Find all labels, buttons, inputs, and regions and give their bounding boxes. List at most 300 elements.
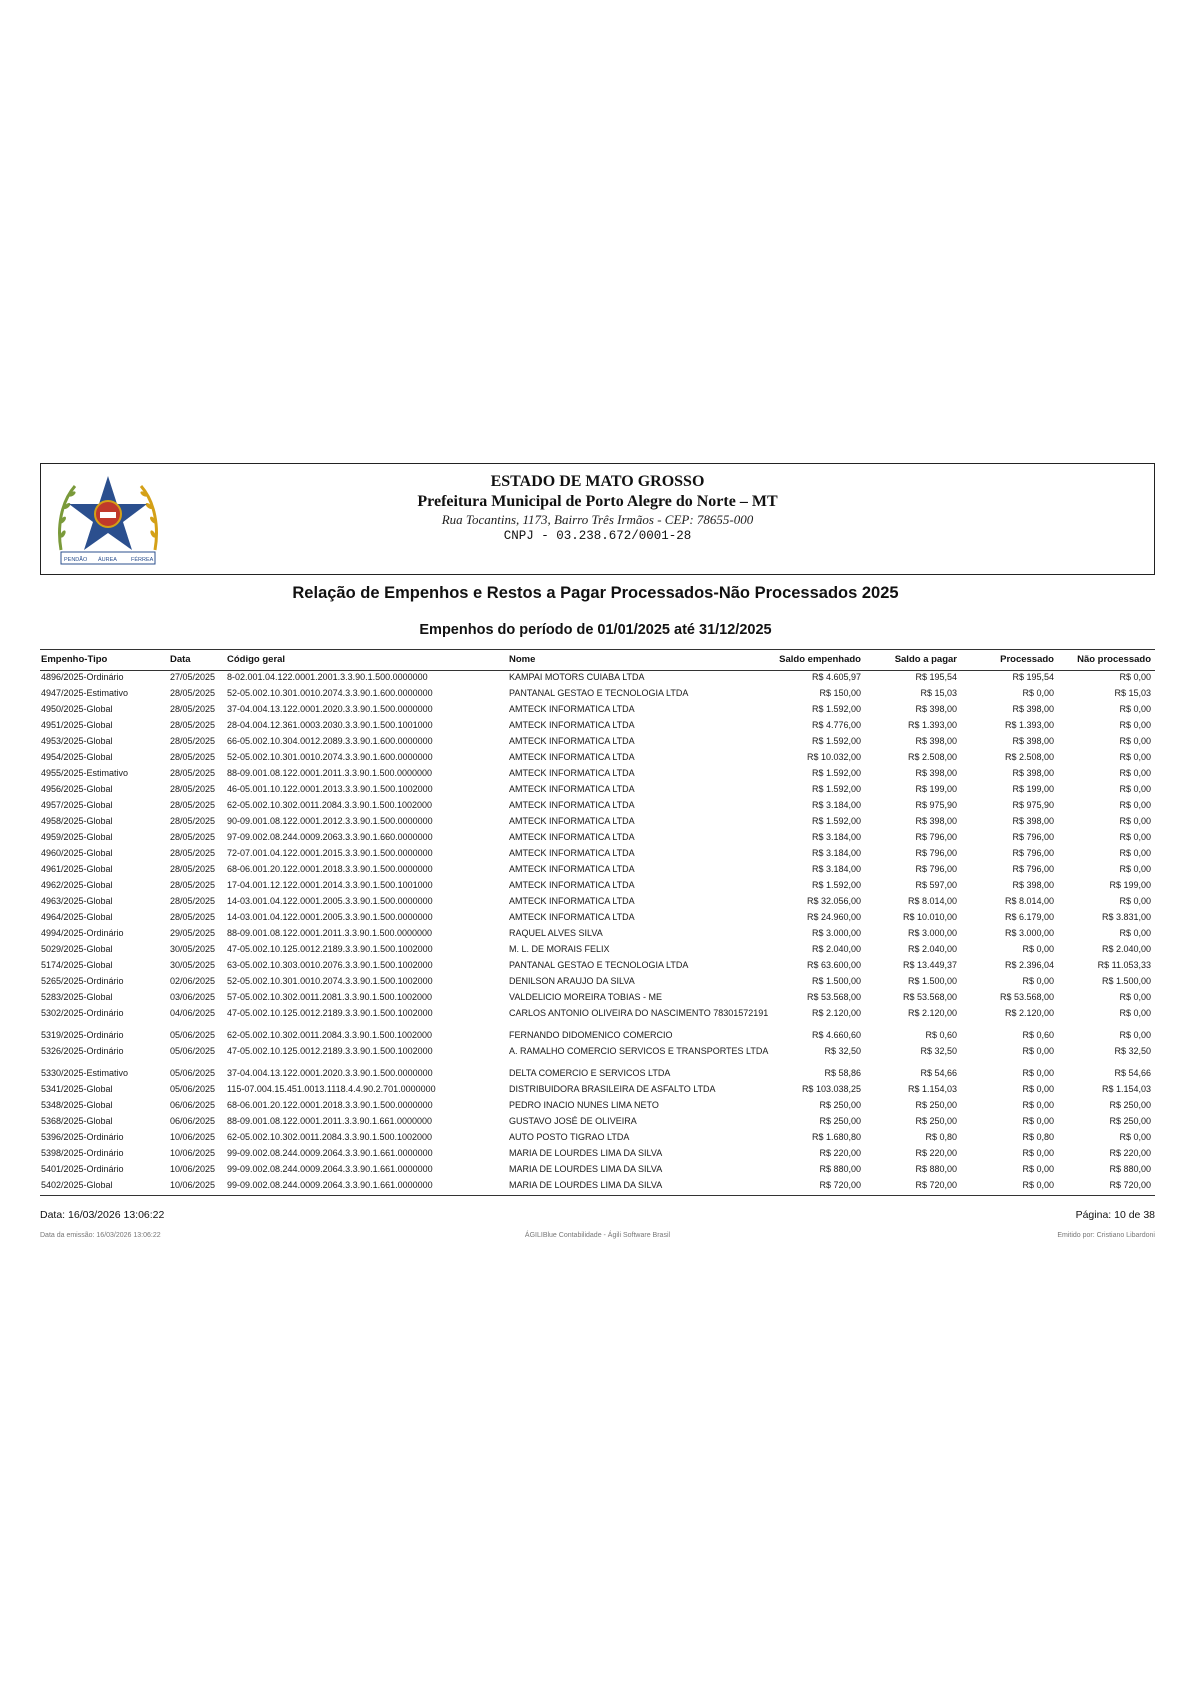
cell-data: 28/05/2025 bbox=[170, 880, 216, 890]
cell-data: 05/06/2025 bbox=[170, 1030, 216, 1040]
cell-saldo-empenhado: R$ 32,50 bbox=[824, 1046, 861, 1056]
cell-processado: R$ 8.014,00 bbox=[1004, 896, 1054, 906]
cell-processado: R$ 0,00 bbox=[1022, 1148, 1054, 1158]
table-row bbox=[40, 1163, 1155, 1179]
cell-nome: KAMPAI MOTORS CUIABA LTDA bbox=[509, 672, 645, 682]
cell-processado: R$ 0,00 bbox=[1022, 1068, 1054, 1078]
cell-saldo-empenhado: R$ 880,00 bbox=[819, 1164, 861, 1174]
cell-nome: AMTECK INFORMATICA LTDA bbox=[509, 800, 635, 810]
cell-codigo-geral: 52-05.002.10.301.0010.2074.3.3.90.1.600.0000000 bbox=[227, 688, 433, 698]
cell-empenho-tipo: 4957/2025-Global bbox=[41, 800, 113, 810]
cell-data: 28/05/2025 bbox=[170, 800, 216, 810]
cell-data: 05/06/2025 bbox=[170, 1084, 216, 1094]
cell-empenho-tipo: 5368/2025-Global bbox=[41, 1116, 113, 1126]
cell-nao-processado: R$ 0,00 bbox=[1119, 672, 1151, 682]
cell-empenho-tipo: 5326/2025-Ordinário bbox=[41, 1046, 124, 1056]
cell-empenho-tipo: 5319/2025-Ordinário bbox=[41, 1030, 124, 1040]
cell-empenho-tipo: 4961/2025-Global bbox=[41, 864, 113, 874]
table-row bbox=[40, 991, 1155, 1007]
cell-saldo-a-pagar: R$ 0,80 bbox=[925, 1132, 957, 1142]
table-body bbox=[40, 671, 1155, 1196]
cell-empenho-tipo: 4956/2025-Global bbox=[41, 784, 113, 794]
table-row bbox=[40, 1099, 1155, 1115]
cell-saldo-empenhado: R$ 103.038,25 bbox=[801, 1084, 861, 1094]
cell-empenho-tipo: 4947/2025-Estimativo bbox=[41, 688, 129, 698]
cell-nao-processado: R$ 3.831,00 bbox=[1101, 912, 1151, 922]
cell-codigo-geral: 52-05.002.10.301.0010.2074.3.3.90.1.600.0000000 bbox=[227, 752, 433, 762]
cell-nao-processado: R$ 0,00 bbox=[1119, 896, 1151, 906]
cell-saldo-a-pagar: R$ 398,00 bbox=[915, 816, 957, 826]
cell-saldo-empenhado: R$ 53.568,00 bbox=[806, 992, 861, 1002]
cell-empenho-tipo: 4963/2025-Global bbox=[41, 896, 113, 906]
cell-processado: R$ 398,00 bbox=[1012, 880, 1054, 890]
cell-processado: R$ 2.120,00 bbox=[1004, 1008, 1054, 1018]
table-row bbox=[40, 1007, 1155, 1029]
emblem-word-3: FÉRREA bbox=[131, 557, 154, 563]
cell-nao-processado: R$ 0,00 bbox=[1119, 736, 1151, 746]
cell-empenho-tipo: 4962/2025-Global bbox=[41, 880, 113, 890]
cell-processado: R$ 398,00 bbox=[1012, 704, 1054, 714]
cell-codigo-geral: 52-05.002.10.301.0010.2074.3.3.90.1.500.1002000 bbox=[227, 976, 433, 986]
cell-nao-processado: R$ 2.040,00 bbox=[1101, 944, 1151, 954]
cell-processado: R$ 0,00 bbox=[1022, 1116, 1054, 1126]
cell-saldo-a-pagar: R$ 796,00 bbox=[915, 832, 957, 842]
cell-saldo-empenhado: R$ 3.000,00 bbox=[811, 928, 861, 938]
cell-saldo-a-pagar: R$ 10.010,00 bbox=[902, 912, 957, 922]
cell-saldo-a-pagar: R$ 220,00 bbox=[915, 1148, 957, 1158]
cell-saldo-a-pagar: R$ 597,00 bbox=[915, 880, 957, 890]
cell-codigo-geral: 99-09.002.08.244.0009.2064.3.3.90.1.661.0000000 bbox=[227, 1180, 433, 1190]
cell-codigo-geral: 72-07.001.04.122.0001.2015.3.3.90.1.500.0000000 bbox=[227, 848, 433, 858]
cell-saldo-a-pagar: R$ 2.120,00 bbox=[907, 1008, 957, 1018]
cell-processado: R$ 0,60 bbox=[1022, 1030, 1054, 1040]
cell-codigo-geral: 88-09.001.08.122.0001.2011.3.3.90.1.661.0000000 bbox=[227, 1116, 433, 1126]
cell-saldo-empenhado: R$ 250,00 bbox=[819, 1116, 861, 1126]
cell-codigo-geral: 37-04.004.13.122.0001.2020.3.3.90.1.500.0000000 bbox=[227, 704, 433, 714]
cell-data: 28/05/2025 bbox=[170, 704, 216, 714]
table-row bbox=[40, 703, 1155, 719]
cell-codigo-geral: 47-05.002.10.125.0012.2189.3.3.90.1.500.1002000 bbox=[227, 1046, 433, 1056]
cell-nome: AMTECK INFORMATICA LTDA bbox=[509, 848, 635, 858]
col-saldo-empenhado: Saldo empenhado bbox=[779, 654, 861, 665]
cell-nao-processado: R$ 250,00 bbox=[1109, 1100, 1151, 1110]
emission-date: Data da emissão: 16/03/2026 13:06:22 bbox=[40, 1232, 161, 1239]
cell-saldo-empenhado: R$ 3.184,00 bbox=[811, 832, 861, 842]
cell-saldo-a-pagar: R$ 3.000,00 bbox=[907, 928, 957, 938]
cell-saldo-empenhado: R$ 1.500,00 bbox=[811, 976, 861, 986]
cell-empenho-tipo: 5402/2025-Global bbox=[41, 1180, 113, 1190]
cell-nao-processado: R$ 0,00 bbox=[1119, 1132, 1151, 1142]
table-row bbox=[40, 799, 1155, 815]
prefecture-cnpj: CNPJ - 03.238.672/0001-28 bbox=[503, 529, 692, 543]
cell-nao-processado: R$ 0,00 bbox=[1119, 800, 1151, 810]
cell-saldo-empenhado: R$ 720,00 bbox=[819, 1180, 861, 1190]
cell-empenho-tipo: 4964/2025-Global bbox=[41, 912, 113, 922]
cell-processado: R$ 0,00 bbox=[1022, 688, 1054, 698]
software-credit: ÁGILIBlue Contabilidade - Ágili Software Brasil bbox=[524, 1232, 671, 1239]
table-row bbox=[40, 1179, 1155, 1195]
cell-codigo-geral: 37-04.004.13.122.0001.2020.3.3.90.1.500.0000000 bbox=[227, 1068, 433, 1078]
cell-saldo-empenhado: R$ 4.776,00 bbox=[811, 720, 861, 730]
cell-nao-processado: R$ 720,00 bbox=[1109, 1180, 1151, 1190]
cell-data: 05/06/2025 bbox=[170, 1068, 216, 1078]
cell-processado: R$ 0,00 bbox=[1022, 1180, 1054, 1190]
cell-empenho-tipo: 5174/2025-Global bbox=[41, 960, 113, 970]
cell-nome: A. RAMALHO COMERCIO SERVICOS E TRANSPORTES LTDA bbox=[509, 1046, 769, 1056]
cell-data: 28/05/2025 bbox=[170, 768, 216, 778]
cell-codigo-geral: 88-09.001.08.122.0001.2011.3.3.90.1.500.0000000 bbox=[227, 768, 433, 778]
cell-saldo-a-pagar: R$ 8.014,00 bbox=[907, 896, 957, 906]
cell-nome: CARLOS ANTONIO OLIVEIRA DO NASCIMENTO 78301572191 bbox=[509, 1008, 769, 1018]
cell-data: 28/05/2025 bbox=[170, 784, 216, 794]
cell-saldo-empenhado: R$ 1.592,00 bbox=[811, 880, 861, 890]
cell-codigo-geral: 115-07.004.15.451.0013.1118.4.4.90.2.701.0000000 bbox=[227, 1084, 436, 1094]
cell-processado: R$ 6.179,00 bbox=[1004, 912, 1054, 922]
cell-nome: DELTA COMERCIO E SERVICOS LTDA bbox=[509, 1068, 671, 1078]
cell-saldo-empenhado: R$ 1.680,80 bbox=[811, 1132, 861, 1142]
cell-saldo-a-pagar: R$ 398,00 bbox=[915, 768, 957, 778]
cell-nome: AMTECK INFORMATICA LTDA bbox=[509, 720, 635, 730]
table-row bbox=[40, 959, 1155, 975]
cell-empenho-tipo: 5348/2025-Global bbox=[41, 1100, 113, 1110]
cell-saldo-empenhado: R$ 24.960,00 bbox=[806, 912, 861, 922]
cell-nome: PANTANAL GESTAO E TECNOLOGIA LTDA bbox=[509, 960, 689, 970]
cell-processado: R$ 0,00 bbox=[1022, 1164, 1054, 1174]
letterhead-text bbox=[41, 472, 1154, 544]
cell-processado: R$ 53.568,00 bbox=[999, 992, 1054, 1002]
cell-data: 28/05/2025 bbox=[170, 896, 216, 906]
cell-data: 28/05/2025 bbox=[170, 864, 216, 874]
cell-processado: R$ 0,80 bbox=[1022, 1132, 1054, 1142]
cell-saldo-empenhado: R$ 1.592,00 bbox=[811, 784, 861, 794]
cell-nome: MARIA DE LOURDES LIMA DA SILVA bbox=[509, 1180, 663, 1190]
cell-data: 28/05/2025 bbox=[170, 848, 216, 858]
cell-saldo-a-pagar: R$ 1.393,00 bbox=[907, 720, 957, 730]
cell-saldo-empenhado: R$ 3.184,00 bbox=[811, 800, 861, 810]
cell-empenho-tipo: 5396/2025-Ordinário bbox=[41, 1132, 124, 1142]
cell-nao-processado: R$ 0,00 bbox=[1119, 704, 1151, 714]
cell-codigo-geral: 97-09.002.08.244.0009.2063.3.3.90.1.660.0000000 bbox=[227, 832, 433, 842]
cell-saldo-empenhado: R$ 220,00 bbox=[819, 1148, 861, 1158]
cell-processado: R$ 0,00 bbox=[1022, 1046, 1054, 1056]
cell-nao-processado: R$ 32,50 bbox=[1114, 1046, 1151, 1056]
cell-saldo-a-pagar: R$ 2.508,00 bbox=[907, 752, 957, 762]
cell-codigo-geral: 63-05.002.10.303.0010.2076.3.3.90.1.500.1002000 bbox=[227, 960, 433, 970]
cell-codigo-geral: 99-09.002.08.244.0009.2064.3.3.90.1.661.0000000 bbox=[227, 1148, 433, 1158]
cell-data: 03/06/2025 bbox=[170, 992, 216, 1002]
emblem-word-2: ÁUREA bbox=[98, 557, 117, 563]
cell-processado: R$ 1.393,00 bbox=[1004, 720, 1054, 730]
cell-codigo-geral: 88-09.001.08.122.0001.2011.3.3.90.1.500.0000000 bbox=[227, 928, 433, 938]
cell-data: 02/06/2025 bbox=[170, 976, 216, 986]
col-processado: Processado bbox=[1000, 654, 1054, 665]
table-row bbox=[40, 671, 1155, 687]
table-row bbox=[40, 783, 1155, 799]
cell-nao-processado: R$ 1.500,00 bbox=[1101, 976, 1151, 986]
cell-nome: PEDRO INACIO NUNES LIMA NETO bbox=[509, 1100, 659, 1110]
cell-data: 10/06/2025 bbox=[170, 1164, 216, 1174]
cell-nome: GUSTAVO JOSÉ DE OLIVEIRA bbox=[509, 1116, 637, 1126]
cell-saldo-a-pagar: R$ 796,00 bbox=[915, 864, 957, 874]
cell-empenho-tipo: 4950/2025-Global bbox=[41, 704, 113, 714]
cell-empenho-tipo: 5302/2025-Ordinário bbox=[41, 1008, 124, 1018]
cell-empenho-tipo: 5398/2025-Ordinário bbox=[41, 1148, 124, 1158]
cell-processado: R$ 0,00 bbox=[1022, 1084, 1054, 1094]
cell-saldo-a-pagar: R$ 720,00 bbox=[915, 1180, 957, 1190]
cell-processado: R$ 796,00 bbox=[1012, 832, 1054, 842]
cell-codigo-geral: 90-09.001.08.122.0001.2012.3.3.90.1.500.0000000 bbox=[227, 816, 433, 826]
cell-nao-processado: R$ 0,00 bbox=[1119, 992, 1151, 1002]
cell-processado: R$ 398,00 bbox=[1012, 768, 1054, 778]
cell-nome: AMTECK INFORMATICA LTDA bbox=[509, 752, 635, 762]
cell-empenho-tipo: 4954/2025-Global bbox=[41, 752, 113, 762]
cell-saldo-empenhado: R$ 4.605,97 bbox=[811, 672, 861, 682]
cell-empenho-tipo: 5330/2025-Estimativo bbox=[41, 1068, 129, 1078]
cell-saldo-empenhado: R$ 63.600,00 bbox=[806, 960, 861, 970]
cell-nome: AMTECK INFORMATICA LTDA bbox=[509, 816, 635, 826]
empenhos-table bbox=[40, 649, 1155, 1196]
cell-nome: AUTO POSTO TIGRAO LTDA bbox=[509, 1132, 630, 1142]
col-saldo-a-pagar: Saldo a pagar bbox=[894, 654, 957, 665]
cell-nao-processado: R$ 0,00 bbox=[1119, 752, 1151, 762]
cell-processado: R$ 796,00 bbox=[1012, 864, 1054, 874]
emblem-word-1: PENDÃO bbox=[64, 557, 88, 563]
cell-saldo-empenhado: R$ 1.592,00 bbox=[811, 816, 861, 826]
footer-page-number: Página: 10 de 38 bbox=[1075, 1209, 1155, 1221]
cell-nao-processado: R$ 1.154,03 bbox=[1101, 1084, 1151, 1094]
cell-saldo-empenhado: R$ 2.040,00 bbox=[811, 944, 861, 954]
cell-saldo-a-pagar: R$ 15,03 bbox=[920, 688, 957, 698]
cell-empenho-tipo: 4955/2025-Estimativo bbox=[41, 768, 129, 778]
cell-nome: FERNANDO DIDOMENICO COMERCIO bbox=[509, 1030, 673, 1040]
cell-nao-processado: R$ 0,00 bbox=[1119, 928, 1151, 938]
report-title: Relação de Empenhos e Restos a Pagar Processados-Não Processados 2025 bbox=[292, 584, 899, 602]
cell-empenho-tipo: 5283/2025-Global bbox=[41, 992, 113, 1002]
cell-saldo-empenhado: R$ 10.032,00 bbox=[806, 752, 861, 762]
table-row bbox=[40, 1115, 1155, 1131]
cell-saldo-a-pagar: R$ 54,66 bbox=[920, 1068, 957, 1078]
cell-codigo-geral: 8-02.001.04.122.0001.2001.3.3.90.1.500.0000000 bbox=[227, 672, 428, 682]
table-row bbox=[40, 847, 1155, 863]
cell-data: 28/05/2025 bbox=[170, 752, 216, 762]
cell-saldo-empenhado: R$ 150,00 bbox=[819, 688, 861, 698]
cell-data: 05/06/2025 bbox=[170, 1046, 216, 1056]
cell-nome: AMTECK INFORMATICA LTDA bbox=[509, 704, 635, 714]
table-row bbox=[40, 1083, 1155, 1099]
cell-codigo-geral: 14-03.001.04.122.0001.2005.3.3.90.1.500.0000000 bbox=[227, 896, 433, 906]
cell-nao-processado: R$ 0,00 bbox=[1119, 832, 1151, 842]
report-subtitle: Empenhos do período de 01/01/2025 até 31/12/2025 bbox=[419, 622, 772, 638]
cell-empenho-tipo: 4960/2025-Global bbox=[41, 848, 113, 858]
table-row bbox=[40, 815, 1155, 831]
cell-saldo-a-pagar: R$ 199,00 bbox=[915, 784, 957, 794]
cell-saldo-a-pagar: R$ 398,00 bbox=[915, 736, 957, 746]
cell-nao-processado: R$ 880,00 bbox=[1109, 1164, 1151, 1174]
cell-data: 30/05/2025 bbox=[170, 944, 216, 954]
col-nao-processado: Não processado bbox=[1077, 654, 1151, 665]
cell-nome: VALDELICIO MOREIRA TOBIAS - ME bbox=[509, 992, 663, 1002]
cell-nome: DENILSON ARAUJO DA SILVA bbox=[509, 976, 635, 986]
state-name: ESTADO DE MATO GROSSO bbox=[490, 473, 705, 490]
cell-nao-processado: R$ 15,03 bbox=[1114, 688, 1151, 698]
cell-nome: PANTANAL GESTAO E TECNOLOGIA LTDA bbox=[509, 688, 689, 698]
table-row bbox=[40, 911, 1155, 927]
cell-data: 28/05/2025 bbox=[170, 832, 216, 842]
cell-saldo-a-pagar: R$ 250,00 bbox=[915, 1116, 957, 1126]
cell-saldo-empenhado: R$ 1.592,00 bbox=[811, 736, 861, 746]
cell-processado: R$ 0,00 bbox=[1022, 1100, 1054, 1110]
cell-empenho-tipo: 5401/2025-Ordinário bbox=[41, 1164, 124, 1174]
table-row bbox=[40, 863, 1155, 879]
cell-saldo-a-pagar: R$ 32,50 bbox=[920, 1046, 957, 1056]
cell-nao-processado: R$ 220,00 bbox=[1109, 1148, 1151, 1158]
cell-empenho-tipo: 5341/2025-Global bbox=[41, 1084, 113, 1094]
letterhead bbox=[40, 463, 1155, 575]
cell-nao-processado: R$ 0,00 bbox=[1119, 1008, 1151, 1018]
cell-data: 06/06/2025 bbox=[170, 1116, 216, 1126]
cell-codigo-geral: 57-05.002.10.302.0011.2081.3.3.90.1.500.1002000 bbox=[227, 992, 433, 1002]
cell-processado: R$ 398,00 bbox=[1012, 816, 1054, 826]
cell-codigo-geral: 47-05.002.10.125.0012.2189.3.3.90.1.500.1002000 bbox=[227, 1008, 433, 1018]
cell-data: 28/05/2025 bbox=[170, 912, 216, 922]
table-row bbox=[40, 975, 1155, 991]
cell-nome: AMTECK INFORMATICA LTDA bbox=[509, 864, 635, 874]
cell-processado: R$ 0,00 bbox=[1022, 944, 1054, 954]
cell-data: 28/05/2025 bbox=[170, 688, 216, 698]
cell-codigo-geral: 68-06.001.20.122.0001.2018.3.3.90.1.500.0000000 bbox=[227, 864, 433, 874]
cell-data: 28/05/2025 bbox=[170, 736, 216, 746]
table-row bbox=[40, 1147, 1155, 1163]
cell-saldo-a-pagar: R$ 0,60 bbox=[925, 1030, 957, 1040]
table-row bbox=[40, 831, 1155, 847]
cell-nao-processado: R$ 54,66 bbox=[1114, 1068, 1151, 1078]
table-row bbox=[40, 895, 1155, 911]
cell-nao-processado: R$ 0,00 bbox=[1119, 720, 1151, 730]
cell-codigo-geral: 68-06.001.20.122.0001.2018.3.3.90.1.500.0000000 bbox=[227, 1100, 433, 1110]
issued-by: Emitido por: Cristiano Libardoni bbox=[1057, 1232, 1155, 1239]
cell-codigo-geral: 17-04.001.12.122.0001.2014.3.3.90.1.500.1001000 bbox=[227, 880, 433, 890]
col-data: Data bbox=[170, 654, 191, 665]
table-row bbox=[40, 1029, 1155, 1045]
cell-nao-processado: R$ 0,00 bbox=[1119, 784, 1151, 794]
cell-saldo-empenhado: R$ 1.592,00 bbox=[811, 768, 861, 778]
cell-nao-processado: R$ 0,00 bbox=[1119, 816, 1151, 826]
table-row bbox=[40, 735, 1155, 751]
cell-nome: AMTECK INFORMATICA LTDA bbox=[509, 912, 635, 922]
cell-saldo-empenhado: R$ 250,00 bbox=[819, 1100, 861, 1110]
cell-nome: AMTECK INFORMATICA LTDA bbox=[509, 736, 635, 746]
cell-saldo-a-pagar: R$ 195,54 bbox=[915, 672, 957, 682]
cell-nao-processado: R$ 0,00 bbox=[1119, 848, 1151, 858]
cell-saldo-a-pagar: R$ 1.500,00 bbox=[907, 976, 957, 986]
cell-nao-processado: R$ 250,00 bbox=[1109, 1116, 1151, 1126]
cell-processado: R$ 195,54 bbox=[1012, 672, 1054, 682]
cell-saldo-empenhado: R$ 32.056,00 bbox=[806, 896, 861, 906]
cell-data: 29/05/2025 bbox=[170, 928, 216, 938]
table-row bbox=[40, 751, 1155, 767]
table-header bbox=[40, 649, 1155, 671]
cell-nome: AMTECK INFORMATICA LTDA bbox=[509, 832, 635, 842]
cell-nome: M. L. DE MORAIS FELIX bbox=[509, 944, 610, 954]
cell-saldo-a-pagar: R$ 250,00 bbox=[915, 1100, 957, 1110]
cell-empenho-tipo: 4951/2025-Global bbox=[41, 720, 113, 730]
cell-data: 10/06/2025 bbox=[170, 1148, 216, 1158]
cell-saldo-empenhado: R$ 4.660,60 bbox=[811, 1030, 861, 1040]
cell-data: 10/06/2025 bbox=[170, 1132, 216, 1142]
cell-saldo-a-pagar: R$ 1.154,03 bbox=[907, 1084, 957, 1094]
cell-processado: R$ 796,00 bbox=[1012, 848, 1054, 858]
col-codigo-geral: Código geral bbox=[227, 654, 286, 665]
table-row bbox=[40, 767, 1155, 783]
cell-saldo-empenhado: R$ 2.120,00 bbox=[811, 1008, 861, 1018]
cell-codigo-geral: 47-05.002.10.125.0012.2189.3.3.90.1.500.1002000 bbox=[227, 944, 433, 954]
cell-codigo-geral: 62-05.002.10.302.0011.2084.3.3.90.1.500.1002000 bbox=[227, 1132, 433, 1142]
cell-saldo-empenhado: R$ 3.184,00 bbox=[811, 848, 861, 858]
cell-saldo-a-pagar: R$ 13.449,37 bbox=[902, 960, 957, 970]
cell-data: 28/05/2025 bbox=[170, 816, 216, 826]
cell-nome: AMTECK INFORMATICA LTDA bbox=[509, 784, 635, 794]
cell-codigo-geral: 99-09.002.08.244.0009.2064.3.3.90.1.661.0000000 bbox=[227, 1164, 433, 1174]
cell-data: 06/06/2025 bbox=[170, 1100, 216, 1110]
cell-saldo-empenhado: R$ 3.184,00 bbox=[811, 864, 861, 874]
prefecture-address: Rua Tocantins, 1173, Bairro Três Irmãos - CEP: 78655-000 bbox=[441, 512, 754, 527]
cell-empenho-tipo: 5029/2025-Global bbox=[41, 944, 113, 954]
cell-processado: R$ 2.508,00 bbox=[1004, 752, 1054, 762]
cell-empenho-tipo: 5265/2025-Ordinário bbox=[41, 976, 124, 986]
table-row bbox=[40, 879, 1155, 895]
cell-data: 30/05/2025 bbox=[170, 960, 216, 970]
cell-saldo-a-pagar: R$ 53.568,00 bbox=[902, 992, 957, 1002]
cell-saldo-empenhado: R$ 58,86 bbox=[824, 1068, 861, 1078]
cell-processado: R$ 199,00 bbox=[1012, 784, 1054, 794]
cell-processado: R$ 975,90 bbox=[1012, 800, 1054, 810]
table-row bbox=[40, 1131, 1155, 1147]
table-row bbox=[40, 719, 1155, 735]
table-row bbox=[40, 943, 1155, 959]
cell-nome: AMTECK INFORMATICA LTDA bbox=[509, 880, 635, 890]
table-row bbox=[40, 927, 1155, 943]
cell-empenho-tipo: 4958/2025-Global bbox=[41, 816, 113, 826]
cell-codigo-geral: 46-05.001.10.122.0001.2013.3.3.90.1.500.1002000 bbox=[227, 784, 433, 794]
cell-codigo-geral: 28-04.004.12.361.0003.2030.3.3.90.1.500.1001000 bbox=[227, 720, 433, 730]
table-row bbox=[40, 687, 1155, 703]
cell-empenho-tipo: 4959/2025-Global bbox=[41, 832, 113, 842]
cell-codigo-geral: 14-03.001.04.122.0001.2005.3.3.90.1.500.0000000 bbox=[227, 912, 433, 922]
col-nome: Nome bbox=[509, 654, 536, 665]
cell-saldo-a-pagar: R$ 796,00 bbox=[915, 848, 957, 858]
cell-saldo-a-pagar: R$ 2.040,00 bbox=[907, 944, 957, 954]
table-row bbox=[40, 1067, 1155, 1083]
cell-nao-processado: R$ 199,00 bbox=[1109, 880, 1151, 890]
cell-nome: AMTECK INFORMATICA LTDA bbox=[509, 896, 635, 906]
cell-saldo-a-pagar: R$ 880,00 bbox=[915, 1164, 957, 1174]
cell-processado: R$ 398,00 bbox=[1012, 736, 1054, 746]
cell-data: 10/06/2025 bbox=[170, 1180, 216, 1190]
footer-date: Data: 16/03/2026 13:06:22 bbox=[40, 1209, 165, 1221]
cell-empenho-tipo: 4896/2025-Ordinário bbox=[41, 672, 124, 682]
prefecture-name: Prefeitura Municipal de Porto Alegre do Norte – MT bbox=[417, 493, 778, 510]
cell-nome: MARIA DE LOURDES LIMA DA SILVA bbox=[509, 1148, 663, 1158]
cell-empenho-tipo: 4994/2025-Ordinário bbox=[41, 928, 124, 938]
col-empenho-tipo: Empenho-Tipo bbox=[41, 654, 108, 665]
cell-codigo-geral: 62-05.002.10.302.0011.2084.3.3.90.1.500.1002000 bbox=[227, 1030, 433, 1040]
table-row bbox=[40, 1045, 1155, 1067]
cell-processado: R$ 3.000,00 bbox=[1004, 928, 1054, 938]
cell-nome: AMTECK INFORMATICA LTDA bbox=[509, 768, 635, 778]
cell-codigo-geral: 62-05.002.10.302.0011.2084.3.3.90.1.500.1002000 bbox=[227, 800, 433, 810]
cell-nao-processado: R$ 0,00 bbox=[1119, 768, 1151, 778]
cell-data: 28/05/2025 bbox=[170, 720, 216, 730]
